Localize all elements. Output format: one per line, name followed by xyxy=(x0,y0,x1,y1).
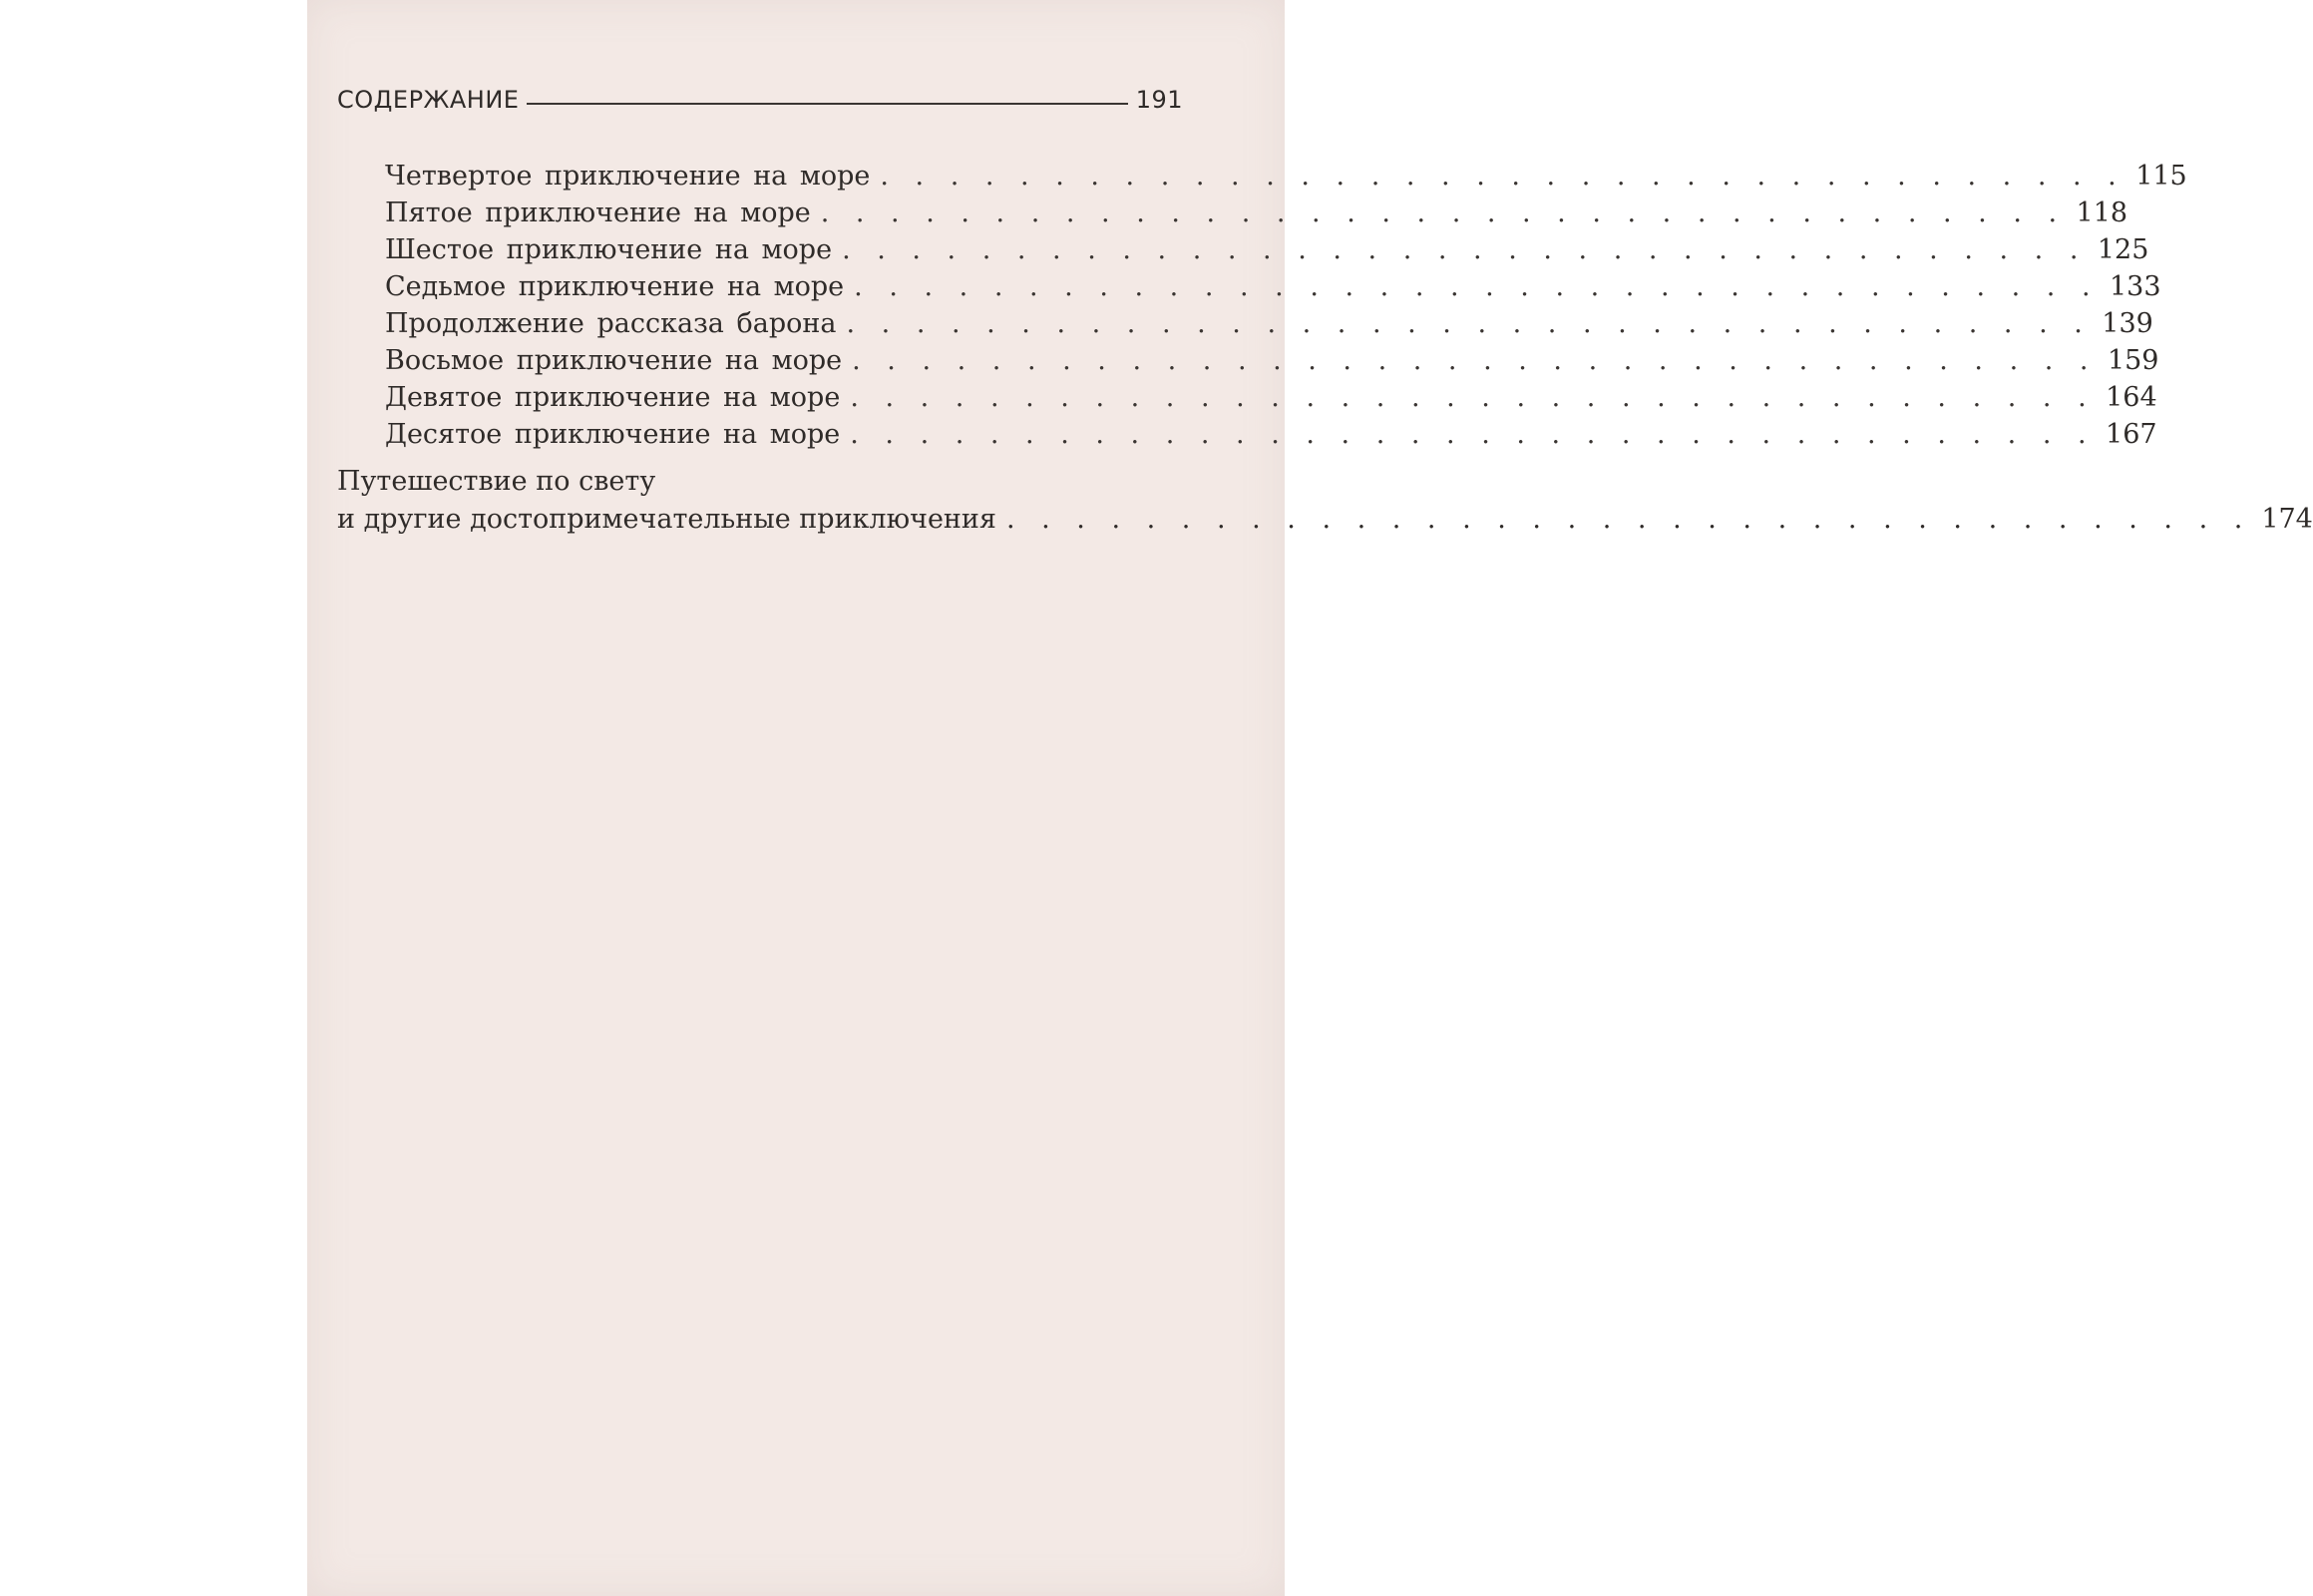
toc-entry xyxy=(337,268,2161,305)
dot-leader: . . . . . . . . . . . . . . . . . . . . . . . . . . . . . . . . . . . . xyxy=(820,198,2067,228)
section-title: СОДЕРЖАНИЕ xyxy=(337,86,520,114)
toc-entry-title: Четвертое приключение на море xyxy=(385,161,871,192)
dot-leader: . . . . . . . . . . . . . . . . . . . . . . . . . . . . . . . . . . . . xyxy=(846,308,2092,339)
toc-entry-title: Шестое приключение на море xyxy=(385,234,833,265)
dot-leader: . . . . . . . . . . . . . . . . . . . . . . . . . . . . . . . . . . . . xyxy=(1005,504,2252,535)
header-rule xyxy=(527,103,1127,105)
table-of-contents xyxy=(337,158,2313,539)
toc-entry-title: Продолжение рассказа барона xyxy=(385,308,837,339)
dot-leader: . . . . . . . . . . . . . . . . . . . . . . . . . . . . . . . . . . . . xyxy=(854,271,2100,302)
toc-entry-page: 133 xyxy=(2109,271,2161,302)
running-head xyxy=(337,86,1183,114)
toc-entry-page: 159 xyxy=(2107,345,2159,376)
toc-entry xyxy=(337,416,2157,453)
toc-top-title-line2: и другие достопримечательные приключения xyxy=(337,504,996,535)
toc-top-page: 174 xyxy=(2261,504,2313,535)
toc-entry-page: 118 xyxy=(2076,198,2128,228)
toc-entry xyxy=(337,195,2128,231)
dot-leader: . . . . . . . . . . . . . . . . . . . . . . . . . . . . . . . . . . . . xyxy=(852,345,2098,376)
toc-top-title-line2-row xyxy=(337,501,2313,539)
toc-top-title-line1: Путешествие по свету xyxy=(337,466,656,497)
header-page-number: 191 xyxy=(1135,86,1183,114)
toc-entry-title: Девятое приключение на море xyxy=(385,382,841,413)
toc-entry-title: Седьмое приключение на море xyxy=(385,271,845,302)
toc-entry-page: 115 xyxy=(2135,161,2187,192)
toc-entry-page: 125 xyxy=(2097,234,2149,265)
toc-entry xyxy=(337,158,2187,195)
toc-top-level-entry xyxy=(337,463,2313,539)
toc-entry-page: 164 xyxy=(2106,382,2157,413)
toc-entry xyxy=(337,305,2153,342)
book-page xyxy=(307,0,2313,1596)
dot-leader: . . . . . . . . . . . . . . . . . . . . . . . . . . . . . . . . . . . . xyxy=(850,419,2096,450)
toc-entry-page: 167 xyxy=(2106,419,2157,450)
dot-leader: . . . . . . . . . . . . . . . . . . . . . . . . . . . . . . . . . . . . xyxy=(880,161,2125,192)
toc-entry-title: Десятое приключение на море xyxy=(385,419,841,450)
dot-leader: . . . . . . . . . . . . . . . . . . . . . . . . . . . . . . . . . . . . xyxy=(850,382,2096,413)
toc-entry-page: 139 xyxy=(2102,308,2153,339)
toc-entry xyxy=(337,231,2149,268)
toc-entry-title: Пятое приключение на море xyxy=(385,198,811,228)
dot-leader: . . . . . . . . . . . . . . . . . . . . . . . . . . . . . . . . . . . . xyxy=(842,234,2088,265)
toc-entry xyxy=(337,342,2159,379)
toc-entry xyxy=(337,379,2157,416)
toc-entry-title: Восьмое приключение на море xyxy=(385,345,843,376)
